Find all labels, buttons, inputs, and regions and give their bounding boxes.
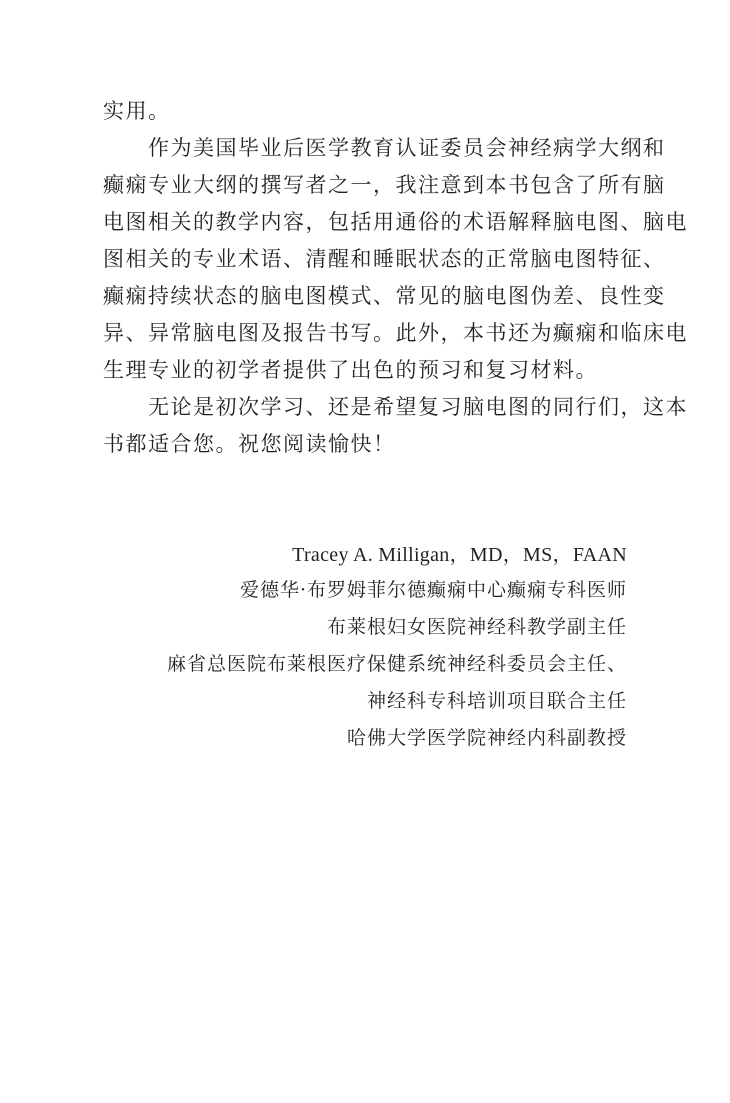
signature-title: 神经科专科培训项目联合主任	[366, 690, 627, 712]
signature-title: 哈佛大学医学院神经内科副教授	[346, 727, 627, 749]
body-line: 实用。	[103, 99, 171, 123]
body-line: 无论是初次学习、还是希望复习脑电图的同行们，这本	[103, 395, 688, 419]
signature-title: 麻省总医院布莱根医疗保健系统神经科委员会主任、	[166, 653, 627, 675]
body-line: 异、异常脑电图及报告书写。此外，本书还为癫痫和临床电	[103, 321, 688, 345]
signature-title: 爱德华·布罗姆菲尔德癫痫中心癫痫专科医师	[239, 579, 627, 601]
body-line: 书都适合您。祝您阅读愉快！	[103, 432, 396, 456]
signature-name: Tracey A. Milligan，MD，MS，FAAN	[292, 544, 627, 566]
body-line: 癫痫持续状态的脑电图模式、常见的脑电图伪差、良性变	[103, 284, 666, 308]
body-line: 作为美国毕业后医学教育认证委员会神经病学大纲和	[103, 136, 666, 160]
body-line: 生理专业的初学者提供了出色的预习和复习材料。	[103, 358, 598, 382]
body-line: 图相关的专业术语、清醒和睡眠状态的正常脑电图特征、	[103, 247, 666, 271]
signature-title: 布莱根妇女医院神经科教学副主任	[326, 616, 627, 638]
body-line: 癫痫专业大纲的撰写者之一，我注意到本书包含了所有脑	[103, 173, 666, 197]
body-line: 电图相关的教学内容，包括用通俗的术语解释脑电图、脑电	[103, 210, 688, 234]
